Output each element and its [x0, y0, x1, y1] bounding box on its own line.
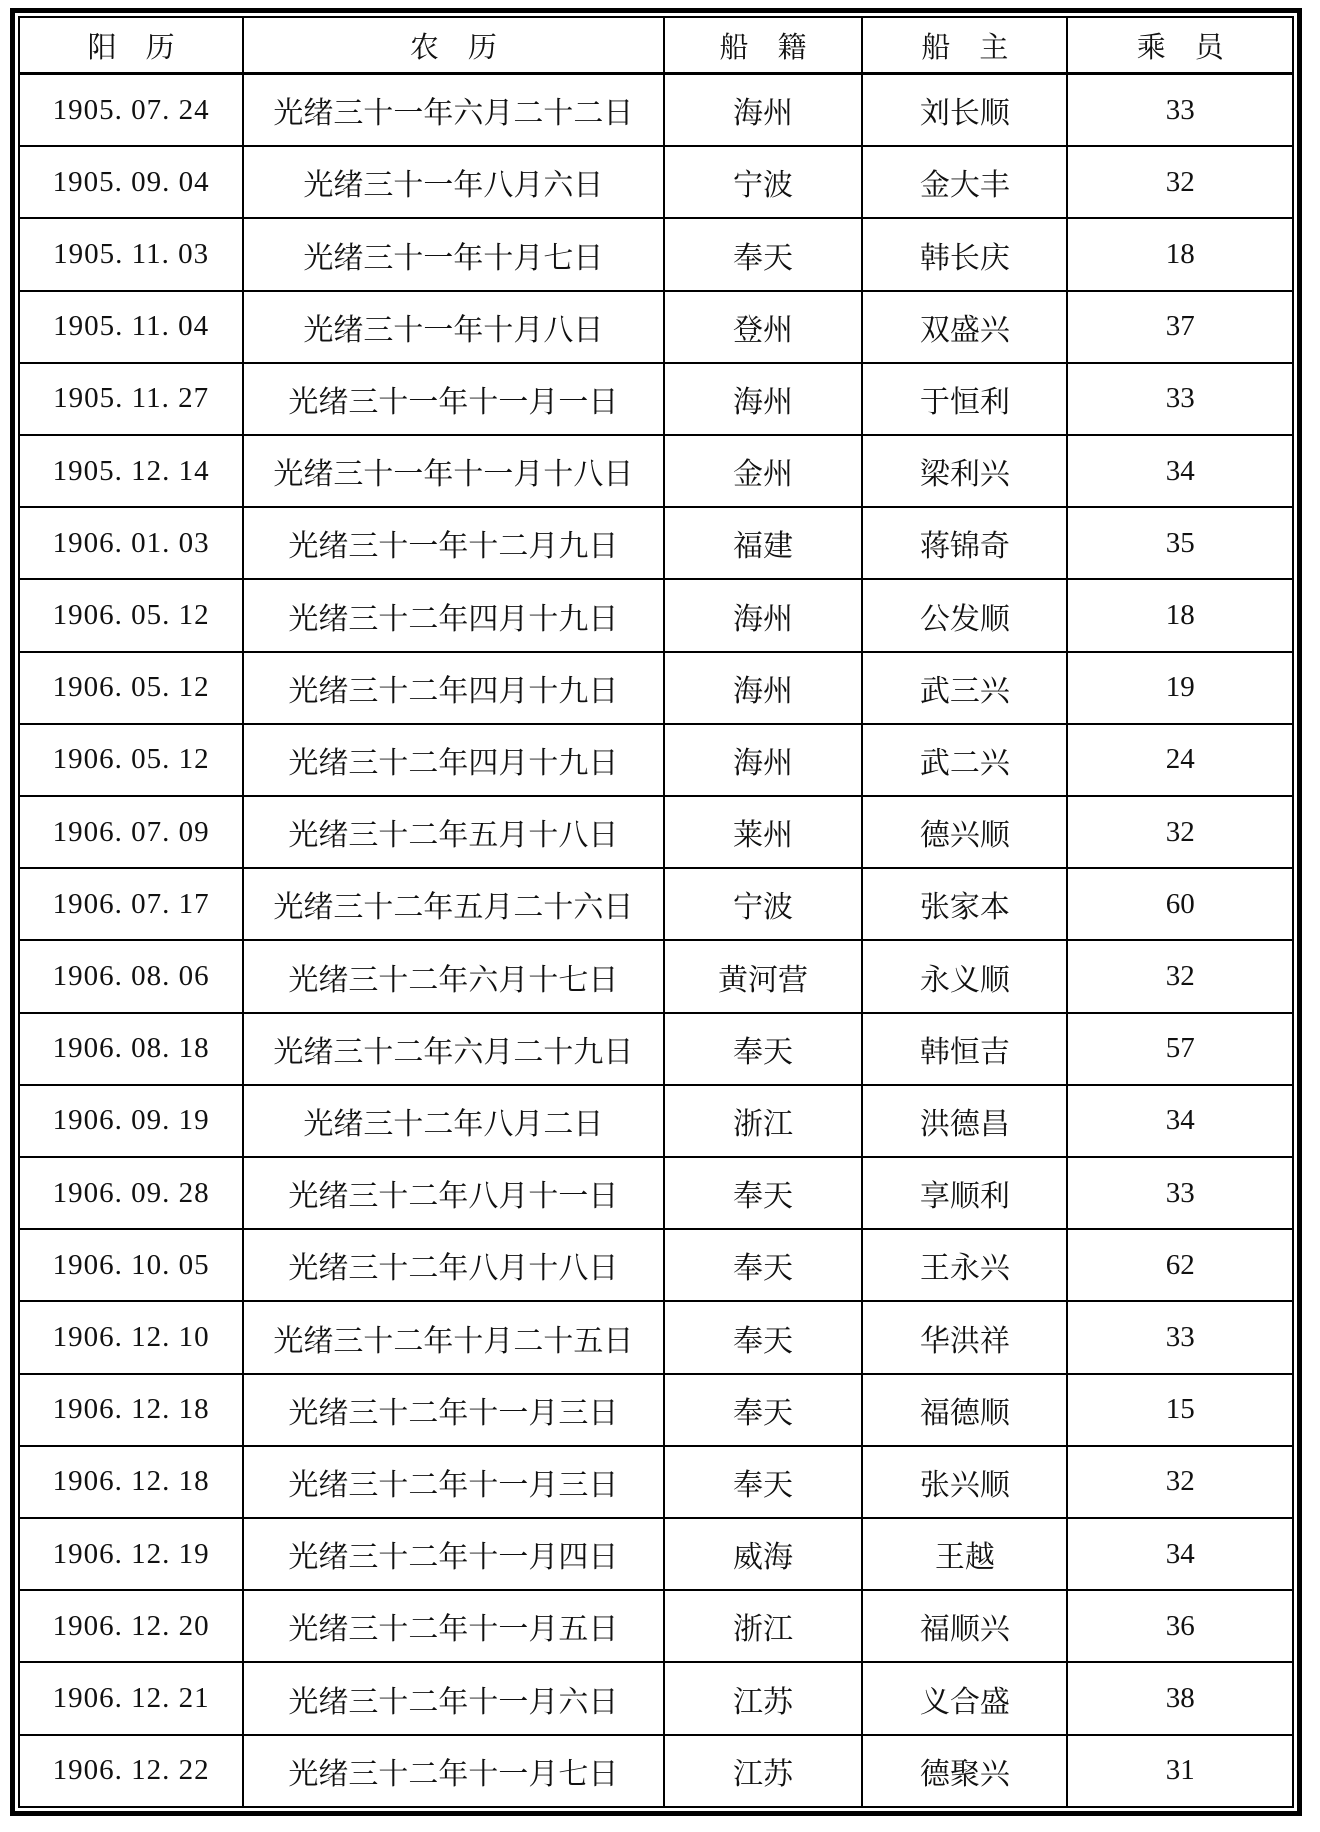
cell-owner: 公发顺 — [862, 579, 1067, 651]
table-row — [19, 1518, 1293, 1590]
cell-owner: 于恒利 — [862, 363, 1067, 435]
cell-crew: 19 — [1067, 652, 1293, 724]
cell-owner: 张兴顺 — [862, 1446, 1067, 1518]
cell-lunar: 光绪三十二年十一月六日 — [243, 1662, 663, 1734]
cell-owner: 王永兴 — [862, 1229, 1067, 1301]
header-solar-calendar: 阳 历 — [19, 17, 243, 74]
cell-registry: 福建 — [664, 507, 863, 579]
table-row — [19, 1301, 1293, 1373]
cell-owner: 张家本 — [862, 868, 1067, 940]
cell-solar: 1905. 11. 27 — [19, 363, 243, 435]
cell-crew: 35 — [1067, 507, 1293, 579]
cell-registry: 奉天 — [664, 1446, 863, 1518]
cell-solar: 1906. 12. 20 — [19, 1590, 243, 1662]
cell-solar: 1905. 07. 24 — [19, 74, 243, 147]
header-crew-count: 乘 员 — [1067, 17, 1293, 74]
cell-crew: 15 — [1067, 1374, 1293, 1446]
cell-registry: 海州 — [664, 363, 863, 435]
cell-lunar: 光绪三十一年十一月十八日 — [243, 435, 663, 507]
cell-solar: 1906. 12. 10 — [19, 1301, 243, 1373]
cell-solar: 1906. 08. 18 — [19, 1013, 243, 1085]
ship-record-table — [18, 16, 1294, 1808]
cell-solar: 1906. 01. 03 — [19, 507, 243, 579]
cell-lunar: 光绪三十二年十一月七日 — [243, 1735, 663, 1807]
cell-owner: 刘长顺 — [862, 74, 1067, 147]
cell-owner: 韩恒吉 — [862, 1013, 1067, 1085]
cell-crew: 33 — [1067, 1157, 1293, 1229]
table-row — [19, 1446, 1293, 1518]
cell-owner: 蒋锦奇 — [862, 507, 1067, 579]
cell-registry: 金州 — [664, 435, 863, 507]
cell-crew: 34 — [1067, 1518, 1293, 1590]
cell-registry: 奉天 — [664, 218, 863, 290]
header-lunar-calendar: 农 历 — [243, 17, 663, 74]
cell-solar: 1906. 10. 05 — [19, 1229, 243, 1301]
table-row — [19, 146, 1293, 218]
cell-owner: 德聚兴 — [862, 1735, 1067, 1807]
cell-registry: 奉天 — [664, 1157, 863, 1229]
cell-crew: 33 — [1067, 1301, 1293, 1373]
header-ship-owner: 船 主 — [862, 17, 1067, 74]
cell-solar: 1905. 11. 04 — [19, 291, 243, 363]
cell-crew: 18 — [1067, 218, 1293, 290]
table-row — [19, 579, 1293, 651]
cell-solar: 1906. 05. 12 — [19, 724, 243, 796]
cell-solar: 1906. 05. 12 — [19, 579, 243, 651]
header-ship-registry: 船 籍 — [664, 17, 863, 74]
cell-solar: 1906. 09. 19 — [19, 1085, 243, 1157]
cell-owner: 福顺兴 — [862, 1590, 1067, 1662]
cell-lunar: 光绪三十二年四月十九日 — [243, 579, 663, 651]
cell-registry: 奉天 — [664, 1374, 863, 1446]
cell-owner: 武三兴 — [862, 652, 1067, 724]
cell-solar: 1905. 11. 03 — [19, 218, 243, 290]
cell-owner: 韩长庆 — [862, 218, 1067, 290]
cell-lunar: 光绪三十二年十一月三日 — [243, 1374, 663, 1446]
cell-registry: 海州 — [664, 74, 863, 147]
cell-lunar: 光绪三十二年六月十七日 — [243, 940, 663, 1012]
cell-registry: 江苏 — [664, 1735, 863, 1807]
cell-solar: 1906. 12. 22 — [19, 1735, 243, 1807]
cell-lunar: 光绪三十二年四月十九日 — [243, 724, 663, 796]
cell-lunar: 光绪三十一年六月二十二日 — [243, 74, 663, 147]
cell-solar: 1906. 05. 12 — [19, 652, 243, 724]
cell-registry: 海州 — [664, 579, 863, 651]
cell-solar: 1906. 07. 17 — [19, 868, 243, 940]
cell-lunar: 光绪三十二年十月二十五日 — [243, 1301, 663, 1373]
cell-owner: 梁利兴 — [862, 435, 1067, 507]
header-row — [19, 17, 1293, 74]
table-frame — [10, 8, 1302, 1816]
table-row — [19, 1735, 1293, 1807]
cell-registry: 莱州 — [664, 796, 863, 868]
cell-registry: 浙江 — [664, 1590, 863, 1662]
cell-solar: 1906. 09. 28 — [19, 1157, 243, 1229]
cell-lunar: 光绪三十二年四月十九日 — [243, 652, 663, 724]
cell-owner: 福德顺 — [862, 1374, 1067, 1446]
cell-lunar: 光绪三十二年六月二十九日 — [243, 1013, 663, 1085]
table-row — [19, 1662, 1293, 1734]
cell-owner: 金大丰 — [862, 146, 1067, 218]
table-row — [19, 435, 1293, 507]
table-row — [19, 218, 1293, 290]
cell-solar: 1906. 08. 06 — [19, 940, 243, 1012]
cell-registry: 奉天 — [664, 1013, 863, 1085]
table-row — [19, 796, 1293, 868]
cell-owner: 双盛兴 — [862, 291, 1067, 363]
cell-registry: 海州 — [664, 652, 863, 724]
cell-lunar: 光绪三十二年八月二日 — [243, 1085, 663, 1157]
cell-crew: 36 — [1067, 1590, 1293, 1662]
cell-crew: 38 — [1067, 1662, 1293, 1734]
cell-lunar: 光绪三十二年八月十八日 — [243, 1229, 663, 1301]
cell-owner: 德兴顺 — [862, 796, 1067, 868]
table-row — [19, 291, 1293, 363]
cell-crew: 37 — [1067, 291, 1293, 363]
cell-registry: 奉天 — [664, 1301, 863, 1373]
table-row — [19, 724, 1293, 796]
cell-crew: 57 — [1067, 1013, 1293, 1085]
cell-lunar: 光绪三十二年十一月三日 — [243, 1446, 663, 1518]
cell-registry: 宁波 — [664, 868, 863, 940]
cell-solar: 1906. 12. 19 — [19, 1518, 243, 1590]
cell-lunar: 光绪三十二年十一月五日 — [243, 1590, 663, 1662]
cell-crew: 18 — [1067, 579, 1293, 651]
cell-crew: 34 — [1067, 435, 1293, 507]
cell-registry: 海州 — [664, 724, 863, 796]
cell-owner: 义合盛 — [862, 1662, 1067, 1734]
cell-registry: 登州 — [664, 291, 863, 363]
cell-lunar: 光绪三十二年五月二十六日 — [243, 868, 663, 940]
cell-solar: 1906. 07. 09 — [19, 796, 243, 868]
cell-lunar: 光绪三十一年十一月一日 — [243, 363, 663, 435]
cell-crew: 33 — [1067, 74, 1293, 147]
cell-lunar: 光绪三十一年十月八日 — [243, 291, 663, 363]
cell-crew: 33 — [1067, 363, 1293, 435]
cell-registry: 浙江 — [664, 1085, 863, 1157]
cell-registry: 威海 — [664, 1518, 863, 1590]
cell-solar: 1906. 12. 18 — [19, 1446, 243, 1518]
cell-solar: 1905. 09. 04 — [19, 146, 243, 218]
table-row — [19, 652, 1293, 724]
cell-crew: 31 — [1067, 1735, 1293, 1807]
cell-solar: 1906. 12. 18 — [19, 1374, 243, 1446]
table-row — [19, 868, 1293, 940]
cell-crew: 32 — [1067, 940, 1293, 1012]
cell-crew: 62 — [1067, 1229, 1293, 1301]
table-row — [19, 363, 1293, 435]
cell-crew: 32 — [1067, 1446, 1293, 1518]
cell-lunar: 光绪三十一年十月七日 — [243, 218, 663, 290]
cell-owner: 享顺利 — [862, 1157, 1067, 1229]
table-row — [19, 1085, 1293, 1157]
cell-solar: 1905. 12. 14 — [19, 435, 243, 507]
cell-registry: 黄河营 — [664, 940, 863, 1012]
cell-owner: 武二兴 — [862, 724, 1067, 796]
cell-crew: 32 — [1067, 146, 1293, 218]
cell-lunar: 光绪三十一年八月六日 — [243, 146, 663, 218]
cell-lunar: 光绪三十二年五月十八日 — [243, 796, 663, 868]
table-row — [19, 1374, 1293, 1446]
cell-solar: 1906. 12. 21 — [19, 1662, 243, 1734]
table-row — [19, 74, 1293, 147]
cell-owner: 王越 — [862, 1518, 1067, 1590]
cell-lunar: 光绪三十一年十二月九日 — [243, 507, 663, 579]
table-row — [19, 1229, 1293, 1301]
cell-registry: 奉天 — [664, 1229, 863, 1301]
cell-lunar: 光绪三十二年十一月四日 — [243, 1518, 663, 1590]
table-row — [19, 1013, 1293, 1085]
cell-owner: 永义顺 — [862, 940, 1067, 1012]
cell-crew: 24 — [1067, 724, 1293, 796]
table-row — [19, 940, 1293, 1012]
table-row — [19, 507, 1293, 579]
cell-crew: 60 — [1067, 868, 1293, 940]
cell-crew: 34 — [1067, 1085, 1293, 1157]
cell-registry: 宁波 — [664, 146, 863, 218]
cell-lunar: 光绪三十二年八月十一日 — [243, 1157, 663, 1229]
table-row — [19, 1590, 1293, 1662]
cell-owner: 洪德昌 — [862, 1085, 1067, 1157]
cell-registry: 江苏 — [664, 1662, 863, 1734]
cell-crew: 32 — [1067, 796, 1293, 868]
table-row — [19, 1157, 1293, 1229]
cell-owner: 华洪祥 — [862, 1301, 1067, 1373]
